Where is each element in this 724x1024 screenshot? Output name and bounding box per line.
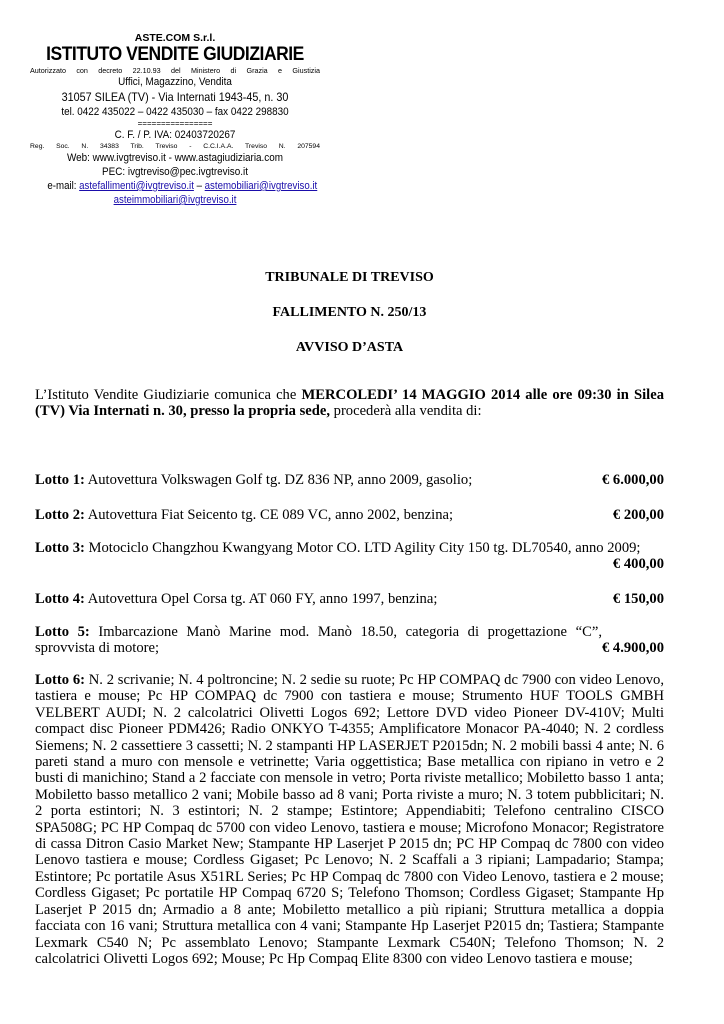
lot-label: Lotto 2:: [35, 507, 85, 523]
email-label: e-mail:: [47, 180, 77, 192]
email-line: [47, 179, 318, 193]
court-heading: TRIBUNALE DI TREVISO: [265, 270, 434, 285]
notice-heading: AVVISO D’ASTA: [295, 340, 404, 355]
lot-price: € 150,00: [612, 591, 664, 607]
web-line: Web: www.ivgtreviso.it - www.astagiudiziaria.com: [66, 152, 284, 164]
lot-6: [35, 672, 664, 967]
lot-price: € 4.900,00: [601, 640, 664, 657]
lot-description: Autovettura Volkswagen Golf tg. DZ 836 NP, anno 2009, gasolio;: [87, 472, 473, 488]
lot-description: Autovettura Opel Corsa tg. AT 060 FY, anno 1997, benzina;: [87, 591, 438, 607]
email-dash: –: [196, 180, 202, 192]
lot-price: € 200,00: [612, 507, 664, 523]
lot-description: Motociclo Changzhou Kwangyang Motor CO. LTD Agility City 150 tg. DL70540, anno 2009;: [88, 540, 641, 556]
lot-1: [35, 472, 664, 488]
lot-description: N. 2 scrivanie; N. 4 poltroncine; N. 2 sedie su ruote; Pc HP COMPAQ dc 7900 con video Lenovo, tastiera e mouse; Pc HP COMPAQ dc 7900 con tastiera e mouse; Strumento HUF TOOLS GMBH VELBERT AUDI; N. 2 calcolatrici Olivetti Logos 692; Lettore DVD video Pioneer DV-410V; Multi compact disc Pioneer PDM426; Radio ONKYO T-4355; Amplificatore Monacor PA-4040; N. 2 cordless Siemens; N. 2 cassettiere 3 cassetti; N. 2 stampanti HP LASERJET P2015dn; N. 2 mobili bassi 4 ante; N. 6 pareti stand a muro con mensole e vetrinette; Varia oggettistica; Base metallica con ripiano in vetro e 2 busti di manichino; Stand a 2 facciate con mensole in vetro; Porta riviste metallico; Mobiletto basso 1 anta; Mobiletto basso metallico 2 vani; Mobile basso ad 8 vani; Porta riviste a muro; N. 3 totem pubblicitari; N. 2 porta estintori; N. 3 estintori; N. 2 stampe; Estintore; Appendiabiti; Telefono centralino CISCO SPA508G; PC HP Compaq dc 5700 con video Lenovo, tastiera e mouse; Microfono Monacor; Registratore di cassa Ditron Casio Market New; Stampante HP Laserjet P 2015 dn; PC HP Compaq dc 7800 con video Lenovo tastiera e mouse; Cordless Gigaset; Pc Lenovo; N. 2 Scaffali a 3 ripiani; Lampadario; Stampa; Estintore; Pc portatile Asus X51RL Series; Pc HP Compaq dc 7800 con Video Lenovo, tastiera e 2 mouse; Cordless Gigaset; Pc portatile HP Compaq 6720 S; Telefono Thomson; Cordless Gigaset; Stampante Hp Laserjet P 2015 dn; Armadio a 8 ante; Mobiletto metallico a più ripiani; Struttura metallica a doppia facciata con 16 vani; Struttura metallica con 4 vani; Stampante Hp Laserjet P2015 dn; Tastiera; Stampante Lexmark C540 N; Pc assemblato Lenovo; Stampante Lexmark C540N; Telefono Thomson; N. 2 calcolatrici Olivetti Logos 692; Mouse; Pc Hp Compaq Elite 8300 con video Lenovo tastiera e mouse;: [35, 672, 664, 967]
email-link-immobiliari[interactable]: asteimmobiliari@ivgtreviso.it: [113, 194, 237, 206]
authorization-line: Autorizzato con decreto 22.10.93 del Ministero di Grazia e Giustizia: [30, 66, 320, 75]
lot-price: € 400,00: [612, 556, 664, 573]
email-link-mobiliari[interactable]: astemobiliari@ivgtreviso.it: [204, 180, 318, 192]
separator-line: ================: [137, 119, 213, 128]
lot-4: [35, 591, 664, 607]
address-line: 31057 SILEA (TV) - Via Internati 1943-45, n. 30: [61, 90, 289, 104]
lot-price: € 6.000,00: [601, 472, 664, 488]
case-heading: FALLIMENTO N. 250/13: [272, 305, 427, 320]
email-line-2: [47, 193, 302, 207]
lot-5: [35, 624, 664, 657]
intro-text-bold: MERCOLEDI’ 14 MAGGIO 2014 alle ore 09:30 in Silea (TV) Via Internati n. 30, presso la propria sede,: [35, 387, 664, 420]
letterhead: [30, 30, 320, 207]
vat-line: C. F. / P. IVA: 02403720267: [114, 129, 236, 141]
lot-description: Imbarcazione Manò Marine mod. Manò 18.50, categoria di progettazione “C”, sprovvista di motore;: [35, 624, 602, 657]
lot-label: Lotto 6:: [35, 672, 85, 688]
lot-label: Lotto 1:: [35, 472, 85, 488]
institute-title: ISTITUTO VENDITE GIUDIZIARIE: [46, 44, 304, 65]
lot-label: Lotto 5:: [35, 624, 90, 640]
lot-label: Lotto 4:: [35, 591, 85, 607]
intro-text-post: procederà alla vendita di:: [330, 403, 482, 420]
lot-2: [35, 507, 664, 523]
intro-paragraph: [35, 387, 664, 420]
company-name: ASTE.COM S.r.l.: [134, 32, 216, 44]
intro-text-pre: L’Istituto Vendite Giudiziarie comunica che: [35, 387, 302, 403]
lot-label: Lotto 3:: [35, 540, 85, 556]
email-link-fallimenti[interactable]: astefallimenti@ivgtreviso.it: [79, 180, 194, 192]
phones-line: tel. 0422 435022 – 0422 435030 – fax 0422 298830: [61, 106, 289, 118]
offices-line: Uffici, Magazzino, Vendita: [118, 76, 232, 88]
lot-description: Autovettura Fiat Seicento tg. CE 089 VC, anno 2002, benzina;: [87, 507, 454, 523]
registry-line: Reg. Soc. N. 34383 Trib. Treviso - C.C.I.A.A. Treviso N. 207594: [30, 143, 320, 150]
lot-3: [35, 540, 664, 573]
pec-line: PEC: ivgtreviso@pec.ivgtreviso.it: [102, 166, 248, 178]
